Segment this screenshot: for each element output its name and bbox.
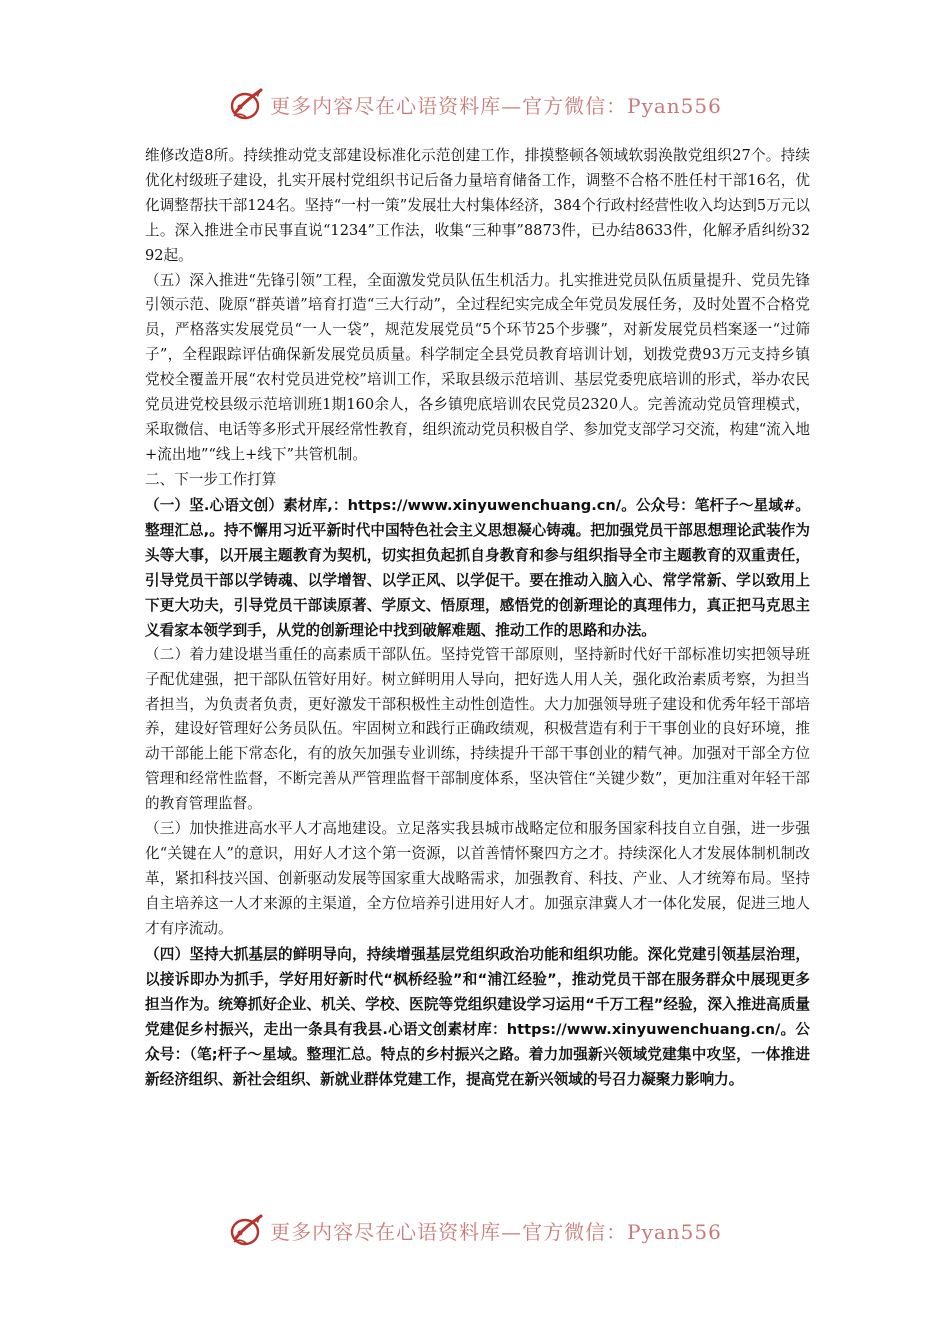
paragraph-section-five: （五）深入推进“先锋引领”工程，全面激发党员队伍生机活力。扎实推进党员队伍质量提升、党员先锋引领示范、陇原“群英谱”培育打造“三大行动”，全过程纪实完成全年党员发展任务，及时处置不合格党员，严格落实发展党员“一人一袋”，规范发展党员“5个环节25个步骤”，对新发展党员档案逐一“过筛子”，全程跟踪评估确保新发展党员质量。科学制定全县党员教育培训计划，划拨党费93万元支持乡镇党校全覆盖开展“农村党员进党校”培训工作，采取县级示范培训、基层党委兜底培训的形式，举办农民党员进党校县级示范培训班1期160余人，各乡镇兜底培训农民党员2320人。完善流动党员管理模式，采取微信、电话等多形式开展经常性教育，组织流动党员积极自学、参加党支部学习交流，构建“流入地+流出地”“线上+线下”共管机制。 <box>145 271 810 463</box>
pen-logo-icon <box>228 86 264 122</box>
header-banner-text: 更多内容尽在心语资料库—官方微信：Pyan556 <box>270 93 722 118</box>
footer-banner <box>0 1210 950 1250</box>
footer-banner-text: 更多内容尽在心语资料库—官方微信：Pyan556 <box>270 1219 722 1244</box>
paragraph-plan-three: （三）加快推进高水平人才高地建设。立足落实我县城市战略定位和服务国家科技自立自强，进一步强化“关键在人”的意识，用好人才这个第一资源，以首善情怀聚四方之才。持续深化人才发展体制机制改革，紧扣科技兴国、创新驱动发展等国家重大战略需求，加强教育、科技、产业、人才统筹布局。坚持自主培养这一人才来源的主渠道，全方位培养引进用好人才。加强京津冀人才一体化发展，促进三地人才有序流动。 <box>145 820 810 937</box>
paragraph-continued: 维修改造8所。持续推动党支部建设标准化示范创建工作，排摸整顿各领域软弱涣散党组织27个。持续优化村级班子建设，扎实开展村党组织书记后备力量培育储备工作，调整不合格不胜任村干部16名，优化调整帮扶干部124名。坚持“一村一策”发展壮大村集体经济，384个行政村经营性收入均达到5万元以上。深入推进全市民事直说“1234”工作法，收集“三种事”8873件，已办结8633件，化解矛盾纠纷3292起。 <box>145 147 810 264</box>
paragraph-plan-one: （一）坚.心语文创）素材库,：https://www.xinyuwenchuang.cn/。公众号：笔杆子～星域#。整理汇总,。持不懈用习近平新时代中国特色社会主义思想凝心铸魂。把加强党员干部思想理论武装作为头等大事，以开展主题教育为契机，切实担负起抓自身教育和参与组织指导全市主题教育的双重责任，引导党员干部以学铸魂、以学增智、以学正风、以学促干。要在推动入脑入心、常学常新、学以致用上下更大功夫，引导党员干部读原著、学原文、悟原理，感悟党的创新理论的真理伟力，真正把马克思主义看家本领学到手，从党的创新理论中找到破解难题、推动工作的思路和办法。 <box>145 496 810 639</box>
header-banner <box>0 84 950 124</box>
document-body <box>145 144 810 1092</box>
paragraph-plan-two: （二）着力建设堪当重任的高素质干部队伍。坚持党管干部原则，坚持新时代好干部标准切实把领导班子配优建强，把干部队伍管好用好。树立鲜明用人导向，把好选人用人关，强化政治素质考察，为担当者担当，为负责者负责，更好激发干部积极性主动性创造性。大力加强领导班子建设和优秀年轻干部培养，建设好管理好公务员队伍。牢固树立和践行正确政绩观，积极营造有利于干事创业的良好环境，推动干部能上能下常态化，有的放矢加强专业训练，持续提升干部干事创业的精气神。加强对干部全方位管理和经常性监督，不断完善从严管理监督干部制度体系，坚决管住“关键少数”，更加注重对年轻干部的教育管理监督。 <box>145 645 810 813</box>
section-heading: 二、下一步工作打算 <box>145 470 277 488</box>
pen-logo-icon <box>228 1212 264 1248</box>
paragraph-plan-four: （四）坚持大抓基层的鲜明导向，持续增强基层党组织政治功能和组织功能。深化党建引领基层治理，以接诉即办为抓手，学好用好新时代“枫桥经验”和“浦江经验”，推动党员干部在服务群众中展现更多担当作为。统筹抓好企业、机关、学校、医院等党组织建设学习运用“千万工程”经验，深入推进高质量党建促乡村振兴，走出一条具有我县.心语文创素材库：https://www.xinyuwenchuang.cn/。公众号：（笔;杆子～星域。整理汇总。特点的乡村振兴之路。着力加强新兴领域党建集中攻坚，一体推进新经济组织、新社会组织、新就业群体党建工作，提高党在新兴领域的号召力凝聚力影响力。 <box>145 945 810 1088</box>
